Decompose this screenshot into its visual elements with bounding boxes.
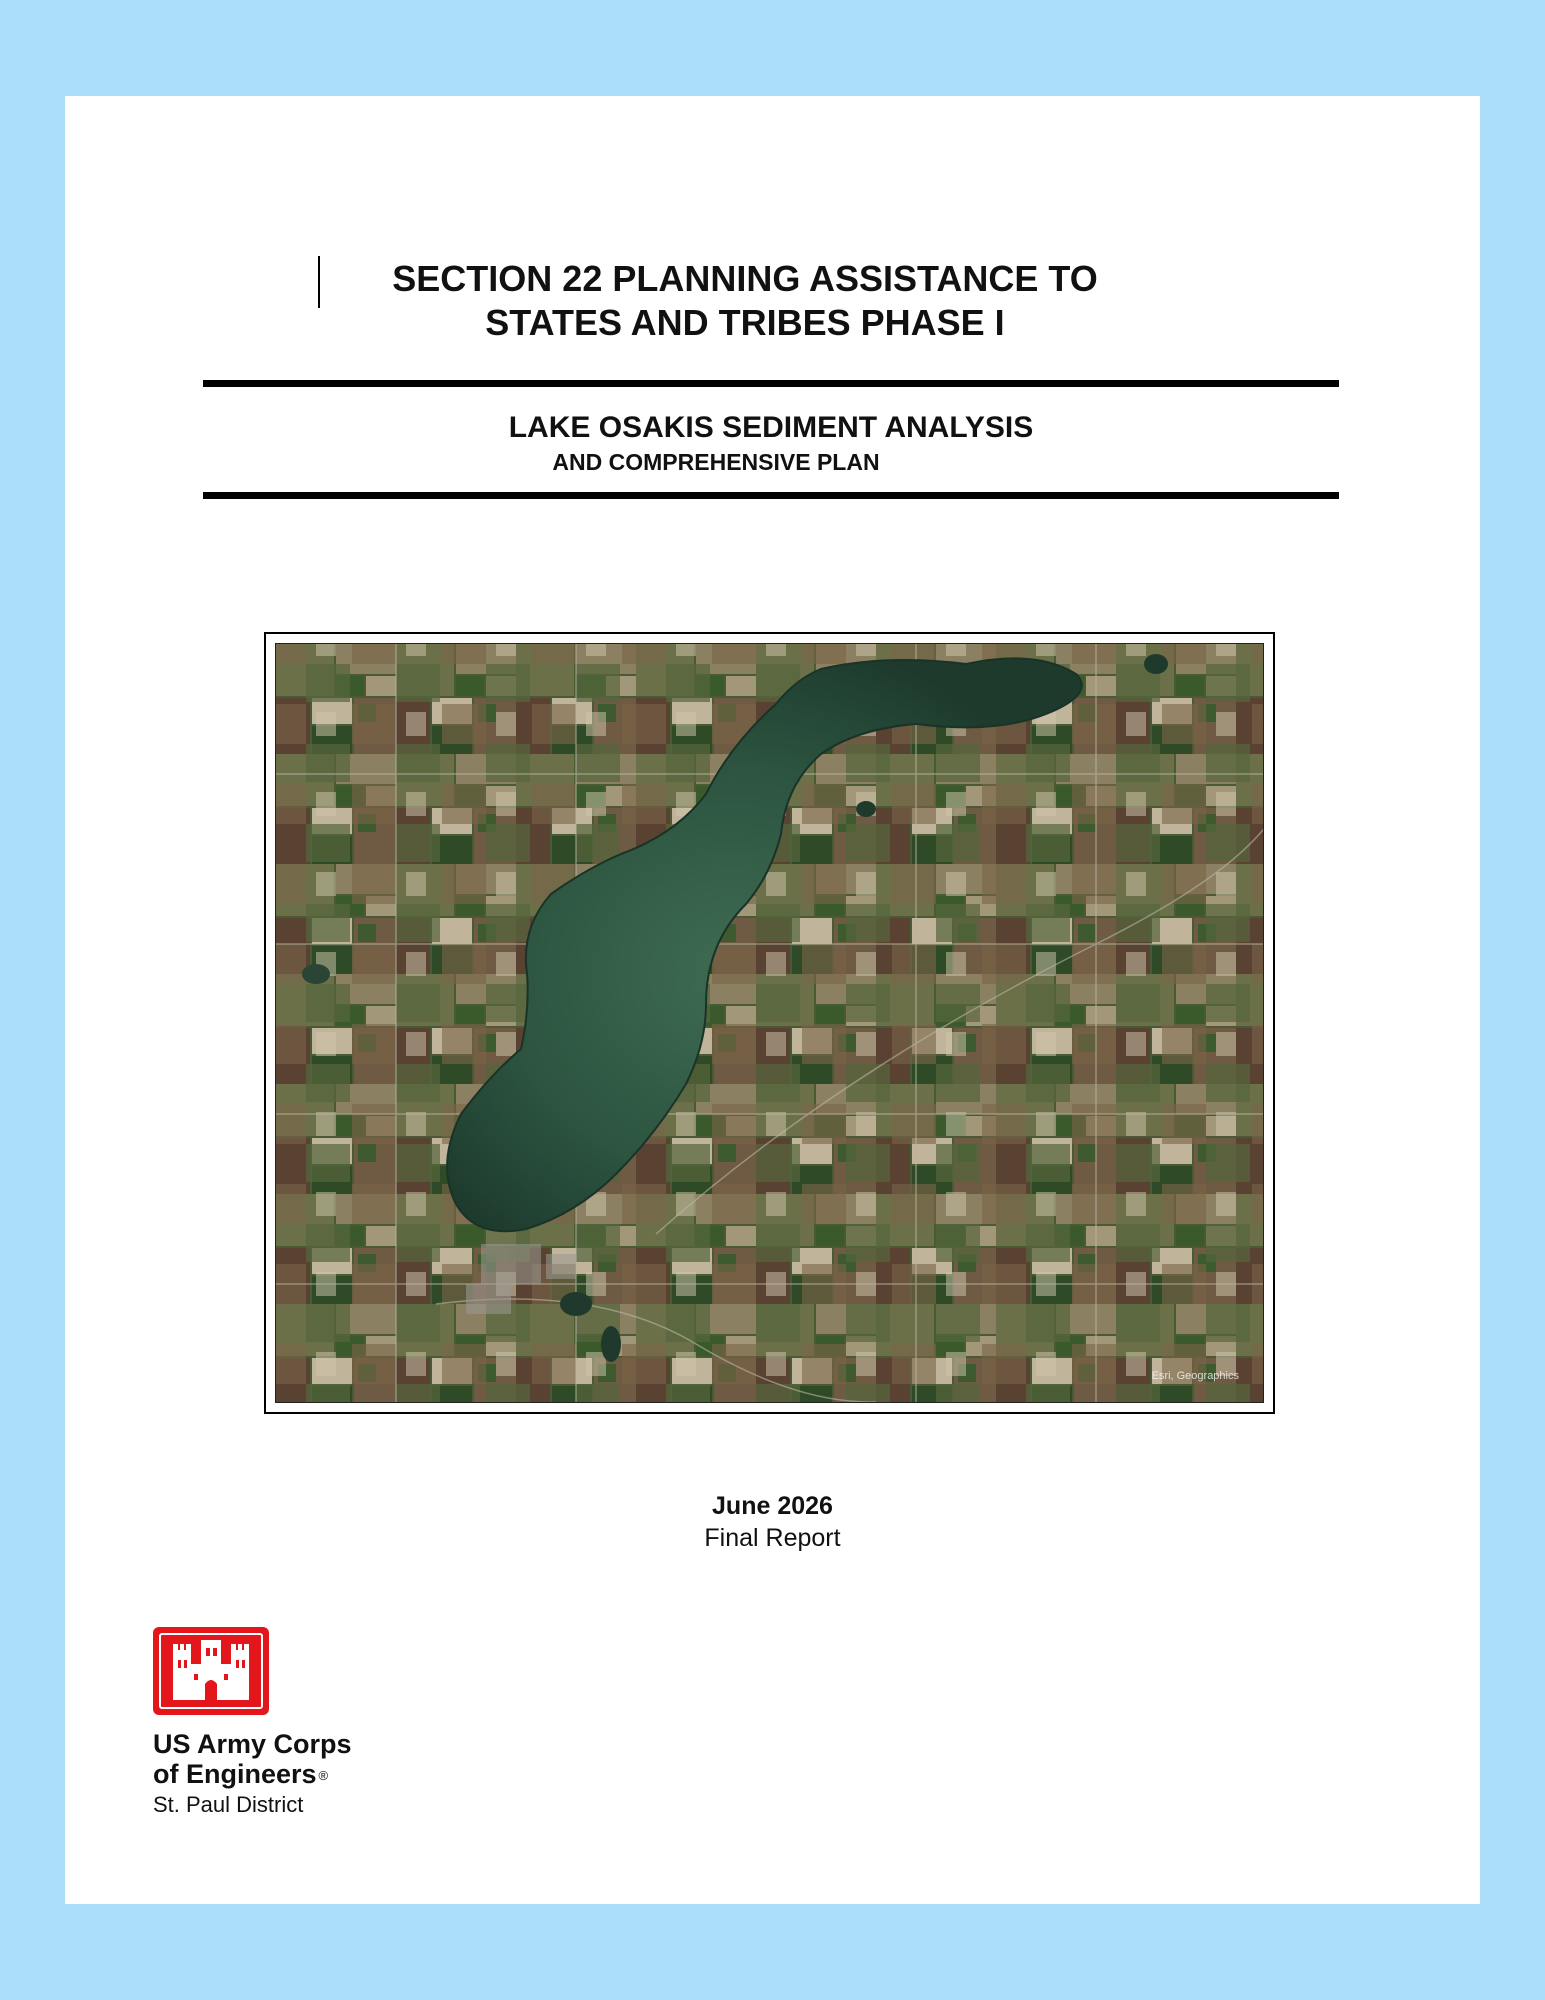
org-name-line2-text: of Engineers — [153, 1759, 317, 1789]
registered-mark: ® — [318, 1767, 329, 1783]
report-date: June 2026 — [712, 1492, 833, 1520]
bottom-rule — [203, 492, 1339, 499]
district-name: St. Paul District — [153, 1791, 304, 1817]
date-block — [65, 1490, 1480, 1554]
castle-logo-icon — [153, 1627, 269, 1715]
report-status: Final Report — [704, 1524, 841, 1552]
top-rule — [203, 380, 1339, 387]
satellite-map-image — [275, 643, 1264, 1403]
report-subtitle-secondary: AND COMPREHENSIVE PLAN — [552, 449, 880, 475]
lake-osakis-aerial — [276, 644, 1263, 1402]
document-page — [65, 96, 1480, 1904]
report-title: SECTION 22 PLANNING ASSISTANCE TO STATES AND TRIBES PHASE I — [392, 258, 1098, 343]
usace-logo — [153, 1627, 393, 1819]
report-subtitle: LAKE OSAKIS SEDIMENT ANALYSIS — [508, 411, 1034, 444]
map-figure — [264, 632, 1275, 1414]
text-cursor — [318, 256, 320, 308]
castle-icon — [171, 1640, 251, 1702]
org-name-line1: US Army Corps — [153, 1729, 352, 1759]
org-name-line2 — [153, 1759, 393, 1791]
map-attribution: Esri, Geographics — [1151, 1370, 1239, 1382]
